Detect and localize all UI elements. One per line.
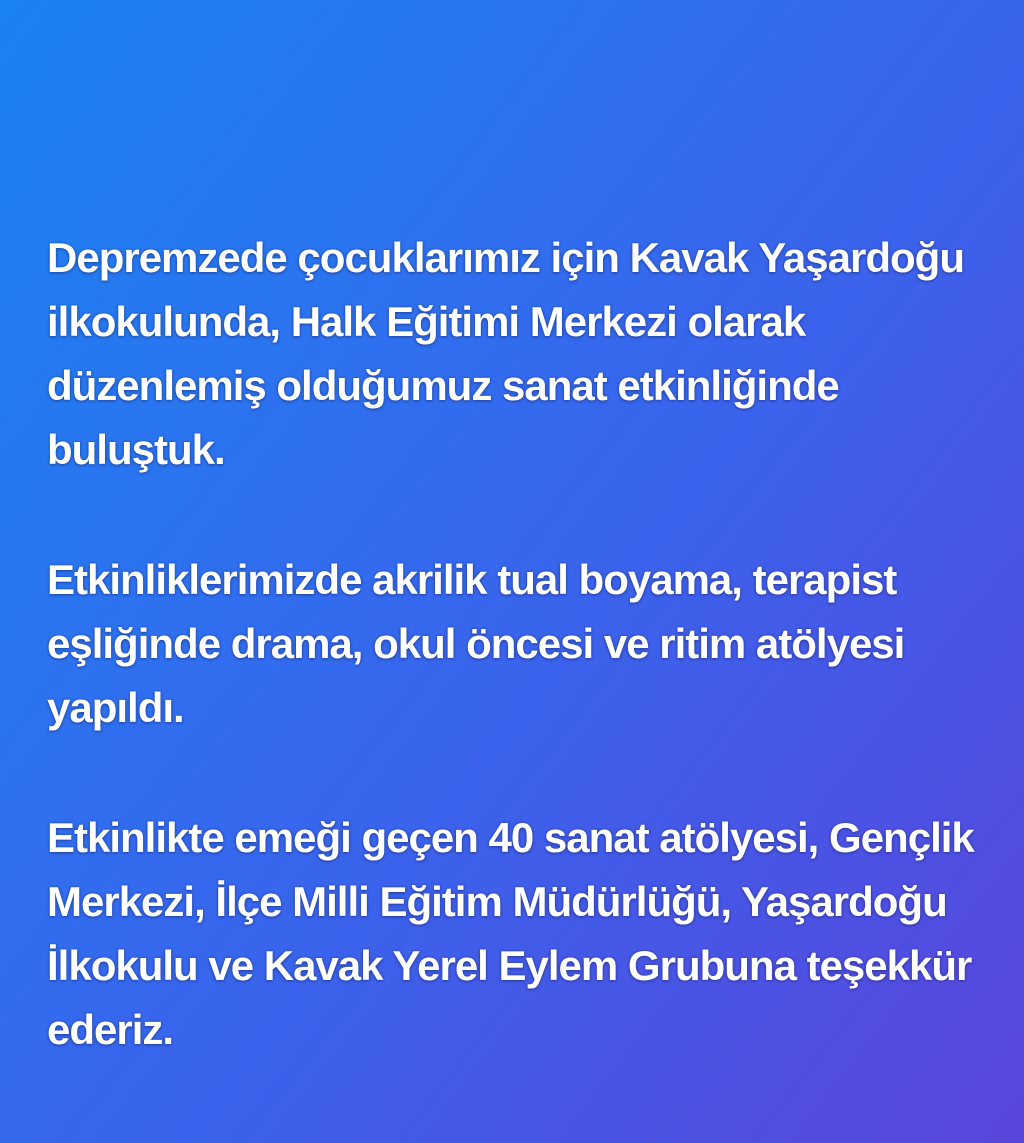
text-line: eşliğinde drama, okul öncesi ve ritim atölyesi [47, 620, 905, 667]
paragraph-thanks [47, 806, 1008, 1062]
text-line: İlkokulu ve Kavak Yerel Eylem Grubuna teşekkür [47, 942, 972, 989]
text-line: Etkinliklerimizde akrilik tual boyama, terapist [47, 556, 897, 603]
paragraph-activities [47, 548, 1008, 740]
text-line: buluştuk. [47, 426, 225, 473]
text-line: Etkinlikte emeği geçen 40 sanat atölyesi, Gençlik [47, 814, 974, 861]
paragraph-event-intro [47, 226, 1008, 482]
text-line: düzenlemiş olduğumuz sanat etkinliğinde [47, 362, 839, 409]
text-line: yapıldı. [47, 684, 184, 731]
text-line: Merkezi, İlçe Milli Eğitim Müdürlüğü, Yaşardoğu [47, 878, 947, 925]
announcement-text [47, 226, 1008, 1062]
text-line: ederiz. [47, 1006, 174, 1053]
text-line: ilkokulunda, Halk Eğitimi Merkezi olarak [47, 298, 806, 345]
text-line: Depremzede çocuklarımız için Kavak Yaşardoğu [47, 234, 964, 281]
